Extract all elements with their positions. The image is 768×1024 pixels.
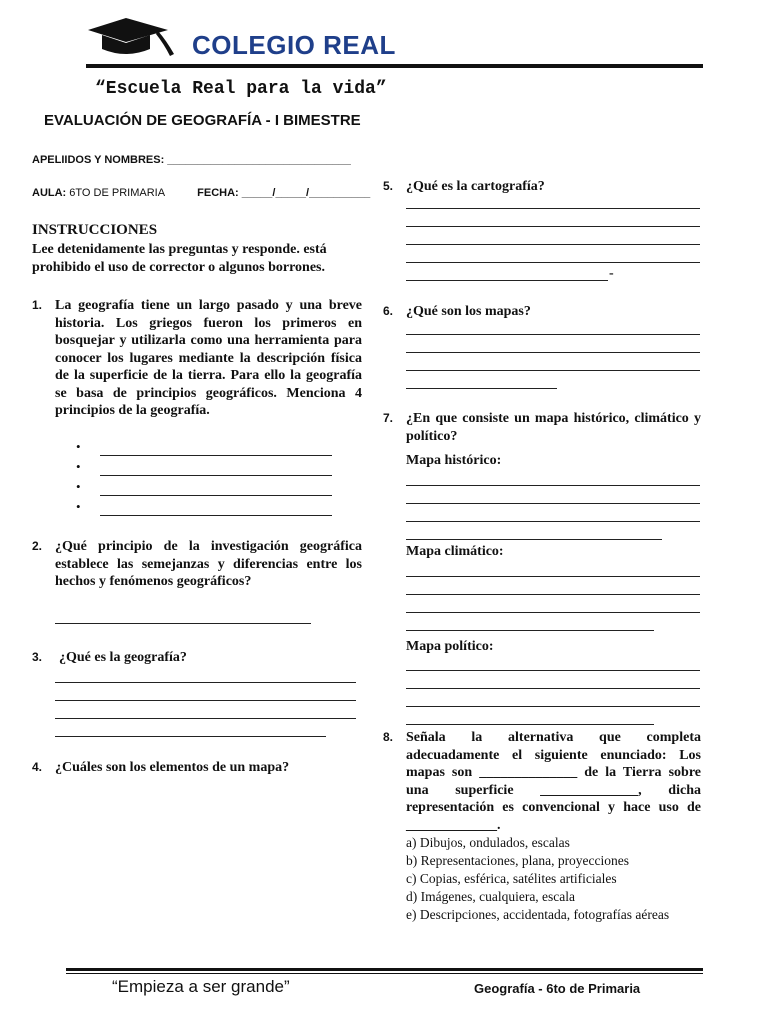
subheading-mapa-politico: Mapa político: — [406, 639, 494, 654]
answer-line[interactable] — [406, 724, 654, 725]
question-text: ¿Qué principio de la investigación geográfica establece las semejanzas y diferencias entre los hechos y fenómenos geográficos? — [55, 539, 362, 589]
names-blank[interactable]: ______________________________ — [167, 154, 351, 166]
bullet: • — [76, 499, 81, 514]
school-logo — [86, 16, 178, 68]
answer-line[interactable] — [406, 594, 700, 595]
question-text: ¿En que consiste un mapa histórico, climático y político? — [406, 411, 701, 444]
question-8 — [383, 729, 701, 834]
answer-line[interactable] — [100, 515, 332, 516]
answer-line[interactable] — [100, 495, 332, 496]
answer-line[interactable] — [406, 370, 700, 371]
footer-rule-thin — [66, 973, 703, 974]
question-number: 4. — [32, 760, 43, 774]
bullet: • — [76, 459, 81, 474]
question-7 — [383, 410, 701, 445]
footer-rule-thick — [66, 968, 703, 971]
question-text: ¿Qué es la geografía? — [59, 650, 187, 665]
answer-line[interactable] — [55, 700, 356, 701]
school-name: COLEGIO REAL — [192, 30, 396, 60]
answer-line[interactable] — [406, 670, 700, 671]
instructions-heading: INSTRUCCIONES — [32, 222, 158, 238]
question-5 — [383, 178, 701, 196]
question-number: 8. — [383, 730, 394, 744]
answer-line[interactable] — [406, 352, 700, 353]
footer-subject: Geografía - 6to de Primaria — [474, 981, 641, 996]
question-text: Señala la alternativa que completa adecuadamente el siguiente enunciado: Los mapas son ______________ de la Tierra sobre una superficie ______________, dicha representación es convencional y hace uso de _____________. — [406, 730, 701, 833]
aula-field — [32, 187, 370, 199]
header-rule — [86, 64, 703, 68]
question-number: 6. — [383, 304, 394, 318]
answer-line[interactable] — [100, 455, 332, 456]
answer-line[interactable] — [55, 623, 311, 624]
option-a[interactable]: a) Dibujos, ondulados, escalas — [406, 835, 570, 850]
question-1 — [32, 297, 362, 420]
subheading-mapa-climatico: Mapa climático: — [406, 544, 504, 559]
line-end-mark: - — [609, 266, 614, 281]
answer-line[interactable] — [55, 718, 356, 719]
option-e[interactable]: e) Descripciones, accidentada, fotografías aéreas — [406, 907, 670, 922]
question-6 — [383, 303, 701, 321]
options-list — [406, 834, 669, 924]
instructions-text: Lee detenidamente las preguntas y responde. está prohibido el uso de corrector o algunos borrones. — [32, 242, 327, 275]
answer-line[interactable] — [406, 503, 700, 504]
answer-line[interactable] — [55, 682, 356, 683]
question-3 — [32, 649, 362, 667]
question-number: 3. — [32, 650, 43, 664]
answer-line[interactable] — [406, 226, 700, 227]
graduation-cap-icon — [86, 16, 178, 68]
answer-line[interactable] — [406, 706, 700, 707]
answer-line[interactable] — [55, 736, 326, 737]
answer-line[interactable] — [406, 280, 608, 281]
question-2 — [32, 538, 362, 591]
answer-line[interactable] — [406, 539, 662, 540]
bullet: • — [76, 479, 81, 494]
answer-line[interactable] — [406, 688, 700, 689]
exam-title: EVALUACIÓN DE GEOGRAFÍA - I BIMESTRE — [44, 112, 361, 129]
option-d[interactable]: d) Imágenes, cualquiera, escala — [406, 889, 576, 904]
fecha-blank[interactable]: _____/_____/__________ — [241, 187, 371, 199]
answer-line[interactable] — [406, 262, 700, 263]
answer-line[interactable] — [406, 334, 700, 335]
answer-line[interactable] — [406, 485, 700, 486]
answer-line[interactable] — [406, 630, 654, 631]
question-text: ¿Qué es la cartografía? — [406, 179, 545, 194]
answer-line[interactable] — [100, 475, 332, 476]
question-4 — [32, 759, 362, 777]
fecha-label: FECHA: — [197, 187, 239, 199]
subheading-mapa-historico: Mapa histórico: — [406, 453, 502, 468]
names-label: APELIIDOS Y NOMBRES: — [32, 154, 165, 166]
question-text: ¿Cuáles son los elementos de un mapa? — [55, 760, 290, 775]
bullet: • — [76, 439, 81, 454]
question-number: 1. — [32, 298, 43, 312]
question-number: 7. — [383, 411, 394, 425]
answer-line[interactable] — [406, 576, 700, 577]
answer-line[interactable] — [406, 208, 700, 209]
school-motto: “Escuela Real para la vida” — [95, 79, 387, 99]
question-number: 2. — [32, 539, 43, 553]
question-number: 5. — [383, 179, 394, 193]
question-text: La geografía tiene un largo pasado y una breve historia. Los griegos fueron los primeros en bosquejar y utilizarla como una herramienta para conocer los lugares mediante la descripción física de la superficie de la tierra. Para ello la geografía se basa de principios geográficos. Menciona 4 principios de la geografía. — [55, 298, 362, 418]
names-field — [32, 154, 351, 166]
question-text: ¿Qué son los mapas? — [406, 304, 531, 319]
answer-line[interactable] — [406, 388, 557, 389]
option-b[interactable]: b) Representaciones, plana, proyecciones — [406, 853, 630, 868]
aula-label: AULA: — [32, 187, 67, 199]
footer-motto: “Empieza a ser grande” — [112, 977, 290, 996]
option-c[interactable]: c) Copias, esférica, satélites artificiales — [406, 871, 617, 886]
answer-line[interactable] — [406, 244, 700, 245]
answer-line[interactable] — [406, 612, 700, 613]
answer-line[interactable] — [406, 521, 700, 522]
aula-value: 6TO DE PRIMARIA — [69, 187, 166, 199]
